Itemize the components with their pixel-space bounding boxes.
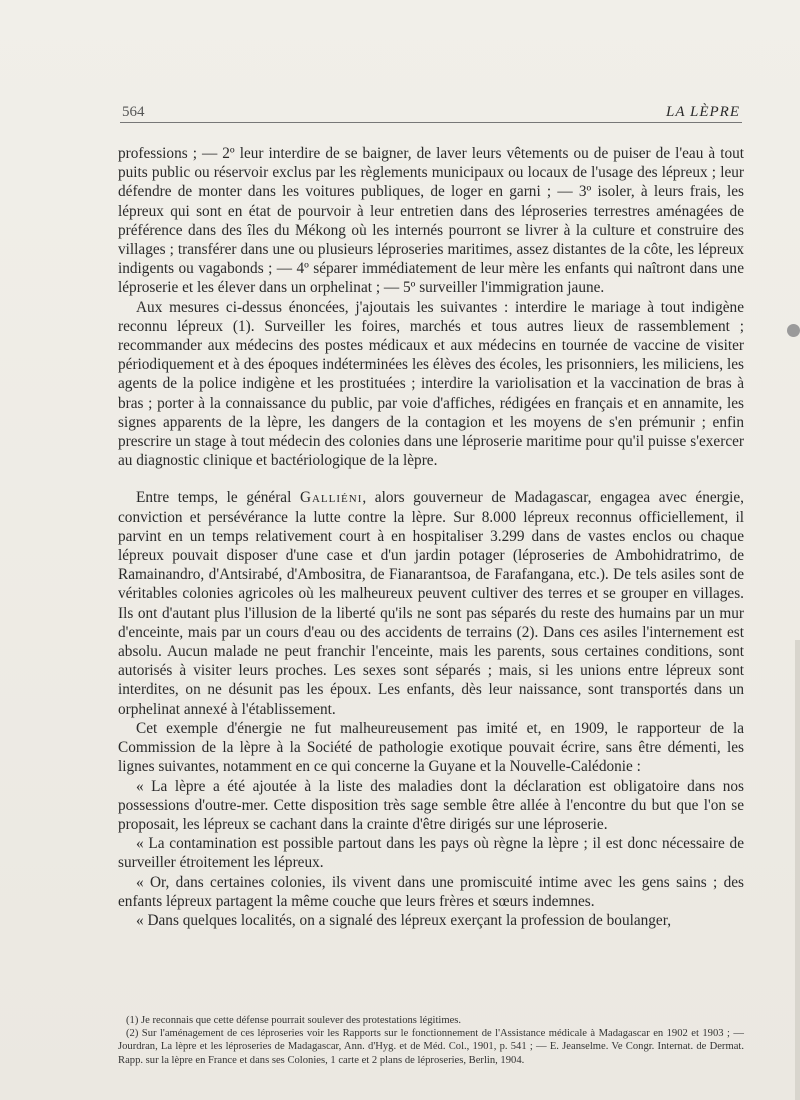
quote-paragraph: « La contamination est possible partout dans les pays où règne la lèpre ; il est donc nécessaire de surveiller étroitement les lépreux. [118,835,744,872]
quote-paragraph: « La lèpre a été ajoutée à la liste des maladies dont la déclaration est obligatoire dans nos possessions d'outre-mer. Cette disposition très sage semble être allée à l'encontre du but que l'on se proposait, les lépreux se cachant dans la crainte d'être dirigés sur une léproserie. [118,777,744,833]
body-text [118,144,744,930]
text-run: Entre temps, le général [136,489,300,507]
page-header [120,104,742,123]
footnote: (2) Sur l'aménagement de ces léproseries voir les Rapports sur le fonctionnement de l'Assistance médicale à Madagascar en 1902 et 1903 ; — Jourdran, La lèpre et les léproseries de Madagascar, Ann. d'Hyg. et de Méd. Col., 1901, p. 541 ; — E. Jeanselme. Ve Congr. Internat. de Dermat. Rapp. sur la lèpre en France et dans ses Colonies, 1 carte et 2 plans de léproseries, Berlin, 1904. [118,1028,744,1066]
person-name: Galliéni [299,489,363,507]
quote-paragraph: « Dans quelques localités, on a signalé des lépreux exerçant la profession de boulanger, [136,911,672,929]
running-title: LA LÈPRE [666,104,740,120]
quote-paragraph: « Or, dans certaines colonies, ils vivent dans une promiscuité intime avec les gens sains ; des enfants lépreux partagent la même couche que leurs frères et sœurs indemnes. [118,873,744,910]
text-run: , alors gouverneur de Madagascar, engagea avec énergie, conviction et persévérance la lutte contre la lèpre. Sur 8.000 lépreux reconnus officiellement, il parvint en un temps relativement court à en hospitaliser 3.299 dans de vastes enclos ou chaque lépreux pouvait disposer d'une case et d'un jardin potager (léproseries de Ambohidratrimo, de Ramainandro, d'Antsirabé, d'Ambositra, de Fianarantsoa, de Farafangana, etc.). De tels asiles sont de véritables colonies agricoles où les malheureux peuvent cultiver des terres et se grouper en villages. Ils ont d'autant plus l'illusion de la liberté qu'ils ne sont pas séparés du reste des humains par un mur d'enceinte, mais par un cours d'eau ou des accidents de terrains (2). Dans ces asiles l'internement est absolu. Aucun malade ne peut franchir l'enceinte, mais les parents, sous certaines conditions, sont autorisés à visiter leurs proches. Les sexes sont séparés ; mais, si les unions entre lépreux sont interdites, on ne désunit pas les époux. Les enfants, dès leur naissance, sont transportés dans un orphelinat annexé à l'établissement. [118,489,744,718]
page-number: 564 [122,104,145,120]
paragraph: Cet exemple d'énergie ne fut malheureusement pas imité et, en 1909, le rapporteur de la Commission de la lèpre à la Société de pathologie exotique pouvait écrire, sans être démenti, les lignes suivantes, notamment en ce qui concerne la Guyane et la Nouvelle-Calédonie : [118,719,744,776]
paragraph [118,488,744,718]
punch-hole-mark [787,324,800,337]
footnote: (1) Je reconnais que cette défense pourrait soulever des protestations légitimes. [126,1015,462,1026]
paragraph: Aux mesures ci-dessus énoncées, j'ajoutais les suivantes : interdire le mariage à tout indigène reconnu lépreux (1). Surveiller les foires, marchés et tous autres lieux de rassemblement ; recommander aux médecins des postes médicaux et aux médecins en tournée de vaccine de visiter périodiquement et à des époques indéterminées les élèves des écoles, les prisonniers, les miliciens, les agents de la police indigène et les prostituées ; interdire la variolisation et la vaccination de bras à bras ; porter à la connaissance du public, par voie d'affiches, rédigées en français et en annamite, les signes apparents de la lèpre, les dangers de la contagion et les moyens de s'en prémunir ; enfin prescrire un stage à tout médecin des colonies dans une léproserie maritime pour qu'il puisse s'exercer au diagnostic clinique et bactériologique de la lèpre. [118,298,744,470]
page-edge-shadow [795,640,800,1100]
footnotes [118,1014,744,1067]
paragraph: professions ; — 2º leur interdire de se baigner, de laver leurs vêtements ou de puiser de l'eau à tout puits public ou réservoir exclus par les règlements municipaux ou locaux de l'usage des lépreux ; leur défendre de monter dans les voitures publiques, de loger en garni ; — 3º isoler, à leurs frais, les lépreux qui sont en état de pourvoir à leur entretien dans des léproseries terrestres aménagées de préférence dans des îles du Mékong où les internés pourront se livrer à la culture et construire des villages ; transférer dans une ou plusieurs léproseries maritimes, assez distantes de la côte, les lépreux indigents ou vagabonds ; — 4º séparer immédiatement de leur mère les enfants qui naîtront dans une léproserie et les élever dans un orphelinat ; — 5º surveiller l'immigration jaune. [118,145,744,297]
